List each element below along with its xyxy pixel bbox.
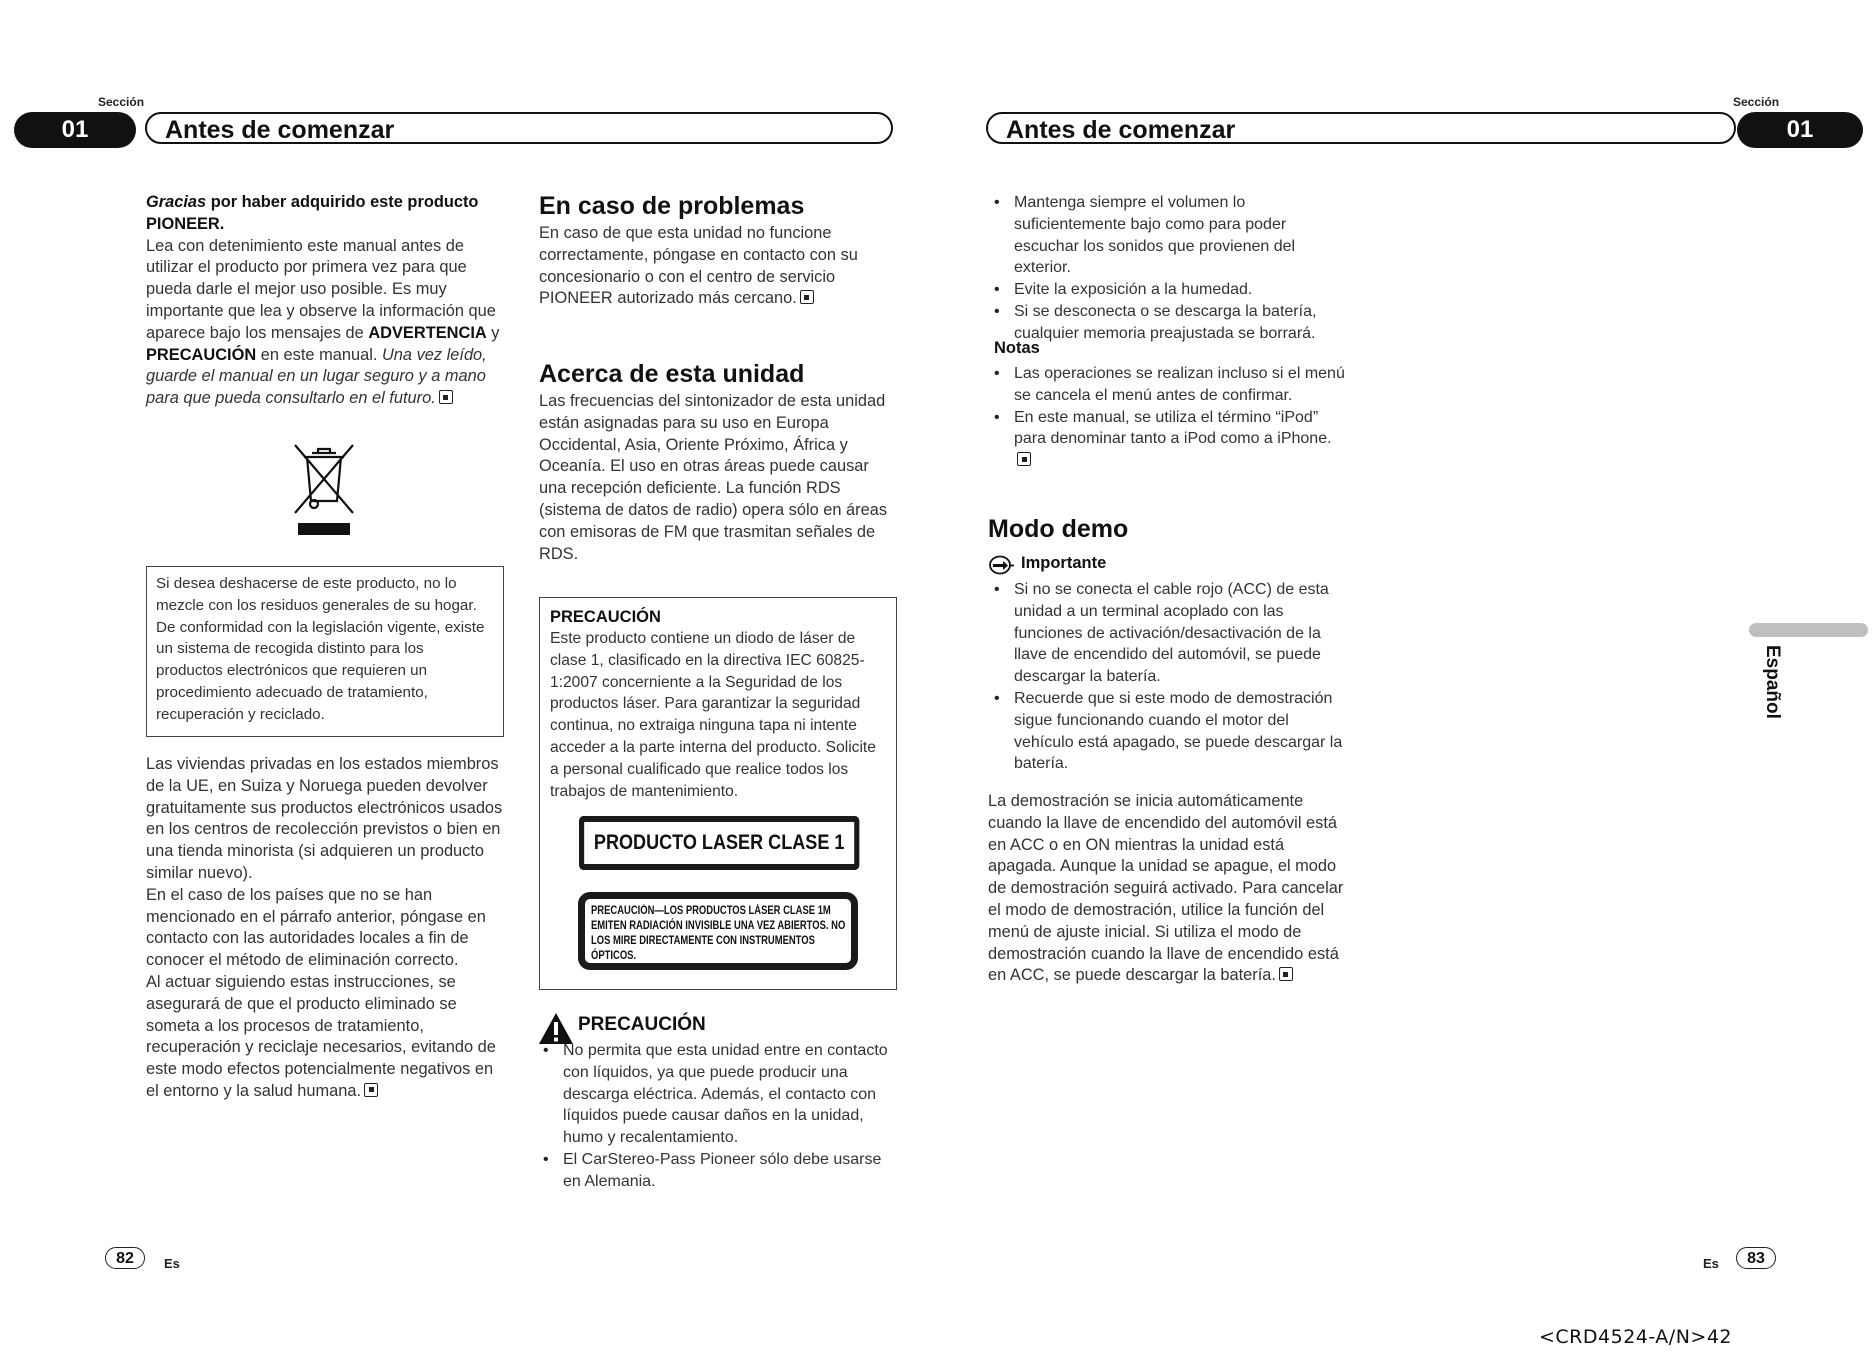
intro-italic: Gracias bbox=[146, 193, 207, 211]
eu-paragraph: Las viviendas privadas en los estados miembros de la UE, en Suiza y Noruega pueden devolver gratuitamente sus productos electrónicos usados en los centros de recolección previstos o bien en una tienda minorista (si adquieren un producto similar nuevo). bbox=[146, 755, 503, 882]
laser-class-label: PRODUCTO LASER CLASE 1 bbox=[579, 816, 859, 870]
heading-about-unit: Acerca de esta unidad bbox=[539, 360, 805, 388]
page-title-left: Antes de comenzar bbox=[145, 112, 893, 144]
environment-paragraph bbox=[146, 972, 504, 1103]
laser-caution-text: Este producto contiene un diodo de láser de clase 1, clasificado en la directiva IEC 60825-1:2007 concerniente a la Seguridad de los productos láser. Para garantizar la seguridad continua, no extraiga ninguna tapa ni intente acceder a la parte interna del producto. Solicite a personal cualificado que realice todos los trabajos de mantenimiento. bbox=[550, 630, 876, 800]
environment-text: Al actuar siguiendo estas instrucciones, se asegurará de que el producto eliminado se someta a los procesos de tratamiento, recuperación y reciclaje necesarios, evitando de este modo efectos potencialmente negativos en el entorno y la salud humana. bbox=[146, 972, 496, 1100]
intro-italic-note: Una vez leído, guarde el manual en un lugar seguro y a mano para que pueda consultarlo en el futuro. bbox=[146, 345, 487, 408]
heading-problems: En caso de problemas bbox=[539, 192, 805, 220]
disposal-notice-box bbox=[146, 566, 504, 737]
demo-paragraph bbox=[988, 791, 1346, 987]
intro-paragraph bbox=[146, 236, 504, 410]
tip-item: • Mantenga siempre el volumen lo suficientemente bajo como para poder escuchar los sonidos que provienen del exterior. bbox=[990, 192, 1345, 279]
caution-heading: PRECAUCIÓN bbox=[578, 1014, 706, 1035]
demo-text: La demostración se inicia automáticamente cuando la llave de encendido del automóvil está en ACC o en ON mientras la unidad está apagada. Aunque la unidad se apague, el modo de demostración seguirá activado. Para cancelar el modo de demostración, utilice la función del menú de ajuste inicial. Si utiliza el modo de demostración cuando la llave de encendido está en ACC, se puede descargar la batería. bbox=[988, 792, 1344, 985]
column-1 bbox=[146, 192, 504, 410]
section-label-left: Sección bbox=[98, 95, 145, 109]
notes-heading: Notas bbox=[994, 339, 1040, 357]
caution-list bbox=[539, 1040, 897, 1193]
section-number-right: 01 bbox=[1737, 112, 1863, 148]
intro-text-2: en este manual. bbox=[256, 345, 382, 364]
language-side-tab: Español bbox=[1762, 645, 1783, 719]
end-mark-icon bbox=[1017, 452, 1031, 466]
laser-warning-text: PRECAUCIÓN—LOS PRODUCTOS LÁSER CLASE 1M EMITEN RADIACIÓN INVISIBLE UNA VEZ ABIERTOS. NO LOS MIRE DIRECTAMENTE CON INSTRUMENTOS ÓPTICOS. bbox=[591, 905, 846, 962]
important-item: • Si no se conecta el cable rojo (ACC) de esta unidad a un terminal acoplado con las funciones de activación/desactivación de la llave de encendido del automóvil, se puede descargar la batería. bbox=[990, 579, 1345, 688]
about-section bbox=[539, 359, 897, 565]
intro-bold: por haber adquirido este producto PIONEER. bbox=[146, 193, 479, 233]
page-number-right: 83 bbox=[1736, 1247, 1776, 1269]
tip-item: • Si se desconecta o se descarga la batería, cualquier memoria preajustada se borrará. bbox=[990, 301, 1345, 345]
language-code-left: Es bbox=[164, 1256, 180, 1271]
problems-text: En caso de que esta unidad no funcione correctamente, póngase en contacto con su concesionario o con el centro de servicio PIONEER autorizado más cercano. bbox=[539, 224, 858, 308]
crossed-wheelie-bin-icon bbox=[290, 443, 358, 537]
column-2 bbox=[539, 191, 897, 310]
tips-list bbox=[990, 192, 1345, 345]
section-number-left: 01 bbox=[14, 112, 136, 148]
about-paragraph: Las frecuencias del sintonizador de esta unidad están asignadas para su uso en Europa Occidental, Asia, Oriente Próximo, África y Oceanía. El uso en otras áreas puede causar una recepción deficiente. La función RDS (sistema de datos de radio) opera sólo en áreas con emisoras de FM que trasmitan señales de RDS. bbox=[539, 392, 888, 563]
important-heading: Importante bbox=[1021, 554, 1107, 572]
laser-caution-title: PRECAUCIÓN bbox=[550, 608, 661, 626]
section-label-right: Sección bbox=[1733, 95, 1780, 109]
intro-line bbox=[146, 192, 504, 236]
caution-item: • El CarStereo-Pass Pioneer sólo debe usarse en Alemania. bbox=[539, 1149, 897, 1193]
note-item: • Las operaciones se realizan incluso si el menú se cancela el menú antes de confirmar. bbox=[990, 363, 1345, 407]
end-mark-icon bbox=[1279, 967, 1293, 981]
important-hand-icon bbox=[989, 555, 1015, 575]
language-code-right: Es bbox=[1703, 1256, 1719, 1271]
disposal-notice-text: Si desea deshacerse de este producto, no lo mezcle con los residuos generales de su hogar. De conformidad con la legislación vigente, existe un sistema de recogida distinto para los productos electrónicos que requieren un procedimiento adecuado de tratamiento, recuperación y reciclado. bbox=[156, 575, 485, 723]
caution-item: • No permita que esta unidad entre en contacto con líquidos, ya que puede producir una descarga eléctrica. Además, el contacto con líquidos puede causar daños en la unidad, humo y recalentamiento. bbox=[539, 1040, 897, 1149]
heading-demo-mode: Modo demo bbox=[988, 515, 1129, 543]
intro-connector: y bbox=[486, 323, 500, 342]
notes-list bbox=[990, 363, 1345, 472]
other-countries-paragraph: En el caso de los países que no se han mencionado en el párrafo anterior, póngase en contacto con las autoridades locales a fin de conocer el método de eliminación correcto. bbox=[146, 885, 486, 970]
page-number-left: 82 bbox=[105, 1247, 145, 1269]
note-text: En este manual, se utiliza el término “iPod” para denominar tanto a iPod como a iPhone. bbox=[1014, 408, 1332, 448]
tip-item: • Evite la exposición a la humedad. bbox=[990, 279, 1345, 301]
column-1-lower bbox=[146, 754, 504, 1103]
important-item: • Recuerde que si este modo de demostración sigue funcionando cuando el motor del vehículo está apagado, se puede descargar la batería. bbox=[990, 688, 1345, 775]
warning-keyword: ADVERTENCIA bbox=[368, 323, 487, 342]
note-item bbox=[990, 407, 1345, 472]
language-tab-bar bbox=[1749, 623, 1868, 637]
important-list bbox=[990, 579, 1345, 775]
end-mark-icon bbox=[439, 390, 453, 404]
end-mark-icon bbox=[800, 290, 814, 304]
caution-keyword: PRECAUCIÓN bbox=[146, 345, 257, 364]
intro-text: Lea con detenimiento este manual antes de utilizar el producto por primera vez para que pueda darle el mejor uso posible. Es muy importante que lea y observe la información que aparece bajo los mensajes de bbox=[146, 236, 496, 342]
laser-warning-label bbox=[578, 892, 858, 970]
document-code: <CRD4524-A/N>42 bbox=[1539, 1326, 1733, 1348]
problems-paragraph bbox=[539, 223, 897, 310]
page-title-right: Antes de comenzar bbox=[986, 112, 1736, 144]
end-mark-icon bbox=[364, 1083, 378, 1097]
